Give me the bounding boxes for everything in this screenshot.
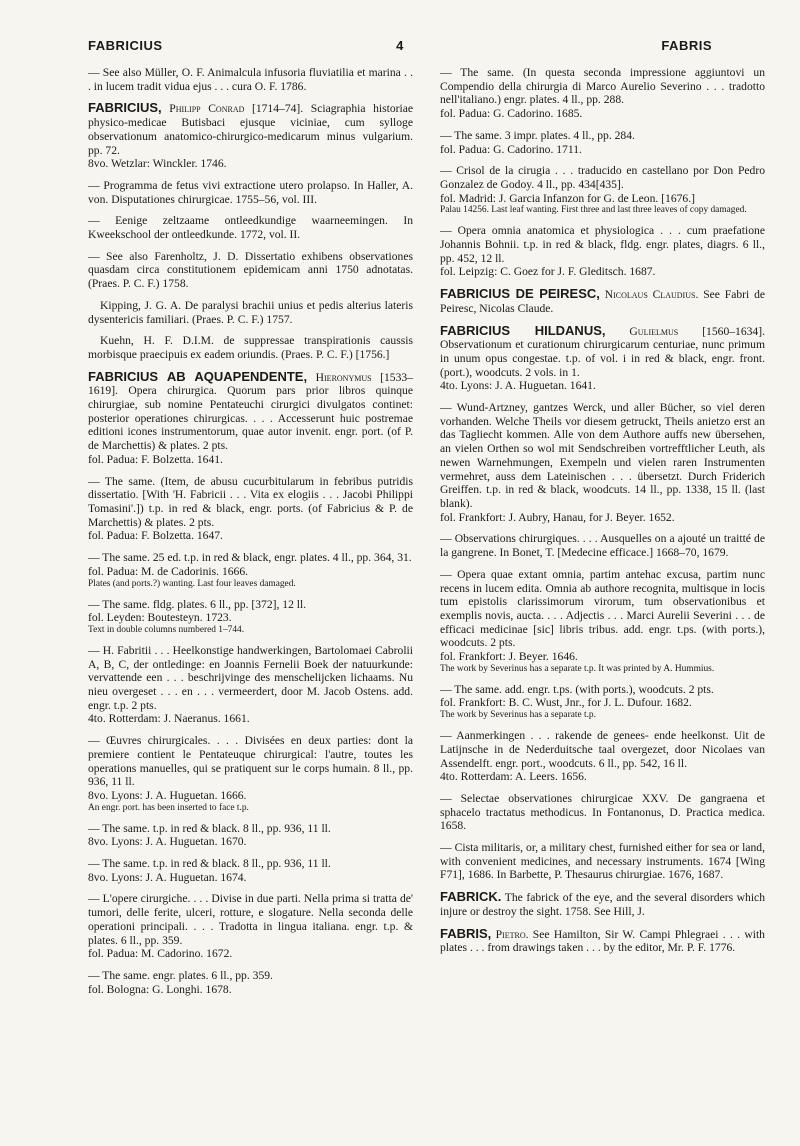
entry-imprint: fol. Leyden: Boutesteyn. 1723. — [88, 611, 232, 625]
entry-imprint: fol. Bologna: G. Longhi. 1678. — [88, 982, 232, 996]
entry-text — [88, 179, 413, 206]
entry-body: — The same. (In questa seconda impressione aggiuntovi un Compendio della chirurgia di Marco Aurelio Severino . . . tradotto nell'italiano.) engr. plates. 4 ll., pp. 288. — [440, 66, 765, 107]
entry-heading-name: Hieronymus — [315, 370, 372, 384]
catalogue-entry — [88, 892, 413, 961]
entry-imprint: fol. Frankfort: J. Aubry, Hanau, for J. Beyer. 1652. — [440, 510, 675, 524]
entry-text — [440, 164, 765, 191]
entry-heading: FABRICIUS AB AQUAPENDENTE, — [88, 368, 308, 384]
catalogue-entry — [440, 683, 765, 721]
entry-body: Kuehn, H. F. D.I.M. de suppressae transpirationis caussis morbisque praecipuis ex eadem oriundis. (Praes. P. C. F.) [1756.] — [88, 334, 413, 361]
entry-text — [440, 683, 765, 697]
entry-body: [1560–1634]. Observationum et curationum chirurgicarum centuriae, nunc primum in unum opus congestae. t.p. of vol. i in red & black, engr. front. (port.), woodcuts. 2 vols. in 1. — [440, 324, 765, 379]
entry-text — [88, 66, 413, 93]
running-head-right: FABRIS — [661, 38, 712, 53]
entry-text — [88, 857, 413, 871]
entry-note: Text in double columns numbered 1–744. — [88, 624, 245, 635]
entry-body: — Observations chirurgiques. . . . Ausquelles on a ajouté un traitté de la gangrene. In Bonet, T. [Medecine efficace.] 1668–70, 1679. — [440, 532, 765, 560]
entry-text — [88, 822, 413, 836]
running-head-left: FABRICIUS — [88, 38, 163, 53]
entry-body: — Wund-Artzney, gantzes Werck, und aller Bücher, so viel deren vorhanden. Welche Theils vor diesem getruckt, Theils anietzo erst an das Tagliecht kommen. Alle von dem Authore auffs new übersehen, an vielen Orthen so wol mit Sendschreiben vortrefftlicher Leuth, als newen Warnehmungen, Exempeln und vielen raren Instrumenten vermehret, auss dem Lateinischen . . . übersetzt. Durch Friderich Greiffen. t.p. in red & black, woodcuts. 14 ll., pp. 1338, 15 ll. (last blank). — [440, 401, 765, 510]
entry-body: — Selectae observationes chirurgicae XXV. De gangraena et sphacelo tractatus methodicus. In Fontanonus, D. Practica medica. 1658. — [440, 791, 765, 833]
catalogue-entry — [440, 890, 765, 918]
entry-text — [440, 792, 765, 833]
catalogue-entry — [88, 101, 413, 171]
entry-body: See Hamilton, Sir W. Campi Phlegraei . . . with plates . . . from drawings taken . . . by the editor, Mr. P. F. 1776. — [440, 927, 765, 955]
catalogue-entry — [88, 179, 413, 206]
entry-imprint: fol. Leipzig: C. Goez for J. F. Gleditsch. 1687. — [440, 265, 656, 279]
entry-imprint: fol. Padua: M. Cadorino. 1672. — [88, 947, 233, 961]
catalogue-entry — [440, 401, 765, 524]
entry-body: — The same. 25 ed. t.p. in red & black, engr. plates. 4 ll., pp. 364, 31. — [88, 551, 412, 565]
entry-body: — The same. engr. plates. 6 ll., pp. 359. — [88, 968, 273, 982]
entry-imprint: 8vo. Lyons: J. A. Huguetan. 1666. — [88, 788, 247, 802]
catalogue-entry — [88, 370, 413, 467]
entry-body: — Aanmerkingen . . . rakende de genees- ende heelkonst. Uit de Latijnsche in de Nederduitsche taal overgezet, door Nicolaes van Assendelft. engr. port., woodcuts. 6 ll., pp. 542, 16 ll. — [440, 729, 765, 770]
entry-text — [440, 129, 765, 143]
entry-imprint: fol. Padua: F. Bolzetta. 1641. — [88, 452, 223, 466]
entry-note: The work by Severinus has a separate t.p. — [440, 710, 596, 721]
entry-imprint: 8vo. Wetzlar: Winckler. 1746. — [88, 157, 227, 171]
entry-heading: FABRICK. — [440, 889, 502, 905]
entry-heading-name: Nicolaus Claudius. — [604, 288, 699, 302]
entry-heading: FABRICIUS DE PEIRESC, — [440, 286, 600, 302]
page-number: 4 — [396, 38, 404, 53]
entry-heading-name: Gulielmus — [629, 324, 679, 338]
catalogue-entry — [88, 334, 413, 361]
entry-heading-name: Philipp Conrad — [169, 102, 245, 116]
entry-body: [1714–74]. Sciagraphia historiae physico-medicae Butisbaci ejusque viciniae, cum sylloge observationum anatomico-chirurgico-medicarum minus vulgarium. pp. 72. — [88, 102, 413, 157]
catalogue-entry — [440, 287, 765, 315]
entry-imprint: fol. Frankfort: B. C. Wust, Jnr., for J. L. Dufour. 1682. — [440, 696, 692, 710]
catalogue-entry — [88, 250, 413, 291]
entry-body: — The same. add. engr. t.ps. (with ports.), woodcuts. 2 pts. — [440, 682, 714, 696]
entry-text — [88, 214, 413, 241]
entry-text — [440, 324, 765, 380]
entry-text — [88, 644, 413, 713]
entry-imprint: fol. Padua: F. Bolzetta. 1647. — [88, 529, 223, 543]
catalogue-entry — [440, 792, 765, 833]
entry-text — [88, 734, 413, 789]
entry-body: — The same. t.p. in red & black. 8 ll., pp. 936, 11 ll. — [88, 821, 331, 835]
entry-text — [440, 890, 765, 918]
entry-text — [88, 969, 413, 983]
catalogue-entry — [88, 822, 413, 849]
left-column — [88, 66, 413, 1004]
entry-text — [440, 66, 765, 107]
entry-body: — H. Fabritii . . . Heelkonstige handwerkingen, Bartolomaei Cabrolii A, B, C, der ontledinge: en Joannis Fernelii Boek der natuurkunde: vervattende een . . . beschrijvinge des menschelijcken lichaams. Nu nieu overgeset . . . en . . . vermeerdert, door M. Jacob Ostens. add. engr. t.p. 2 pts. — [88, 643, 413, 712]
catalogue-entry — [440, 224, 765, 279]
entry-imprint: fol. Padua: G. Cadorino. 1711. — [440, 142, 582, 156]
entry-imprint: fol. Madrid: J. Garcia Infanzon for G. de Leon. [1676.] — [440, 191, 695, 205]
entry-text — [440, 287, 765, 315]
catalogue-entry — [440, 841, 765, 882]
entry-imprint: 8vo. Lyons: J. A. Huguetan. 1674. — [88, 870, 247, 884]
catalogue-entry — [88, 551, 413, 589]
entry-body: — Opera quae extant omnia, partim antehac excusa, partim nunc recens in lucem edita. Omnia ab authore recognita, multisque in locis tum epistolis clarissimorum virorum, tum observationibus et exemplis novis, aucta. . . . Adjectis . . . Marci Aurelii Severini . . . de efficaci medicinae [sic] libris tribus. add. engr. t.ps. (with ports.), woodcuts. 2 pts. — [440, 567, 765, 650]
entry-body: — Eenige zeltzaame ontleedkundige waarneemingen. In Kweekschool der ontleedkunde. 1772, vol. II. — [88, 214, 413, 242]
entry-body: — L'opere cirurgiche. . . . Divise in due parti. Nella prima si tratta de' tumori, delle ferite, ulceri, rotture, e slogature. Nella seconda delle operationi principali. . . . Tradotta in lingua italiana. engr. t.p. & plates. 6 ll., pp. 359. — [88, 892, 413, 947]
entry-imprint: fol. Frankfort: J. Beyer. 1646. — [440, 650, 578, 664]
entry-text — [88, 892, 413, 947]
entry-text — [88, 551, 413, 565]
entry-note: An engr. port. has been inserted to face t.p. — [88, 802, 249, 813]
entry-body: — Œuvres chirurgicales. . . . Divisées en deux parties: dont la premiere contient le Pentateuque chirurgical: l'autre, toutes les operations manuelles, qui se pratiquent sur le corps humain. 8 ll., pp. 936, 11 ll. — [88, 734, 413, 789]
catalogue-entry — [440, 568, 765, 675]
entry-text — [440, 568, 765, 650]
entry-body: — The same. 3 impr. plates. 4 ll., pp. 284. — [440, 128, 635, 142]
catalogue-entry — [88, 299, 413, 326]
entry-body: The fabrick of the eye, and the several disorders which injure or destroy the sight. 1758. See Hill, J. — [440, 891, 765, 918]
entry-body: Kipping, J. G. A. De paralysi brachii unius et pedis alterius lateris dysentericis familiari. (Praes. P. C. F.) 1757. — [88, 298, 413, 326]
entry-body: — Programma de fetus vivi extractione utero prolapso. In Haller, A. von. Disputationes chirurgicae. 1755–56, vol. III. — [88, 178, 413, 206]
entry-note: The work by Severinus has a separate t.p. It was printed by A. Hummius. — [440, 663, 715, 674]
catalogue-entry — [88, 857, 413, 884]
entry-heading: FABRICIUS, — [88, 100, 162, 116]
entry-text — [88, 334, 413, 361]
catalogue-entry — [88, 734, 413, 814]
entry-body: — The same. (Item, de abusu cucurbitularum in febribus putridis dissertatio. [With 'H. Fabricii . . . Vita ex elogiis . . . Jacobi Philippi Tomasini'.]) t.p. in red & black, engr. ports. (of Fabricius & P. de Marchettis) & plates. 2 pts. — [88, 474, 413, 529]
entry-body: — See also Müller, O. F. Animalcula infusoria fluviatilia et marina . . . in lucem tradit vidua ejus . . . cura O. F. 1786. — [88, 66, 413, 93]
right-column — [440, 66, 765, 963]
catalogue-entry — [88, 598, 413, 636]
entry-body: — The same. fldg. plates. 6 ll., pp. [372], 12 ll. — [88, 597, 307, 611]
entry-text — [440, 224, 765, 265]
entry-text — [440, 841, 765, 882]
catalogue-entry — [440, 324, 765, 394]
running-head — [88, 38, 712, 56]
entry-text — [440, 401, 765, 511]
entry-imprint: fol. Padua: M. de Cadorinis. 1666. — [88, 564, 249, 578]
entry-imprint: 4to. Lyons: J. A. Huguetan. 1641. — [440, 379, 596, 393]
entry-text — [88, 250, 413, 291]
entry-text — [440, 532, 765, 559]
entry-text — [440, 729, 765, 770]
entry-body: — See also Farenholtz, J. D. Dissertatio exhibens observationes quasdam circa constitutionem epidemicam anni 1750 adnotatas. (Praes. P. C. F.) 1758. — [88, 249, 413, 291]
catalogue-entry — [88, 475, 413, 544]
catalogue-entry — [88, 66, 413, 93]
entry-imprint: 8vo. Lyons: J. A. Huguetan. 1670. — [88, 835, 247, 849]
entry-imprint: 4to. Rotterdam: J. Naeranus. 1661. — [88, 712, 250, 726]
entry-text — [88, 598, 413, 612]
entry-body: See Fabri de Peiresc, Nicolas Claude. — [440, 288, 766, 315]
catalogue-entry — [88, 214, 413, 241]
catalogue-entry — [440, 729, 765, 784]
entry-text — [88, 370, 413, 453]
entry-body: [1533–1619]. Opera chirurgica. Quorum pars prior libros quinque chirurgiae, sub nomine Pentateuchi cirurgici divulgatos continet: posterior operationes chirurgicas. . . . Accesserunt huic postremae editioni icones instrumentorum, quae autor invenit. engr. port. (of P. de Marchettis) & plates. 2 pts. — [88, 370, 413, 453]
entry-body: — Opera omnia anatomica et physiologica . . . cum praefatione Johannis Bohnii. t.p. in red & black, fldg. engr. plates, diagrs. 6 ll., pp. 452, 12 ll. — [440, 224, 765, 265]
catalogue-entry — [440, 927, 765, 955]
entry-body: — The same. t.p. in red & black. 8 ll., pp. 936, 11 ll. — [88, 857, 331, 871]
entry-text — [88, 299, 413, 326]
catalogue-entry — [440, 66, 765, 121]
entry-text — [88, 475, 413, 530]
entry-heading-name: Pietro. — [495, 927, 529, 941]
entry-note: Plates (and ports.?) wanting. Last four leaves damaged. — [88, 578, 296, 589]
catalogue-entry — [440, 129, 765, 156]
entry-heading: FABRIS, — [440, 925, 492, 941]
catalogue-entry — [88, 969, 413, 996]
entry-note: Palau 14256. Last leaf wanting. First three and last three leaves of copy damaged. — [440, 205, 747, 216]
entry-body: — Crisol de la cirugia . . . traducido en castellano por Don Pedro Gonzalez de Godoy. 4 ll., pp. 434[435]. — [440, 164, 765, 191]
entry-text — [88, 101, 413, 157]
entry-imprint: 4to. Rotterdam: A. Leers. 1656. — [440, 770, 587, 784]
catalogue-entry — [88, 644, 413, 726]
entry-heading: FABRICIUS HILDANUS, — [440, 322, 606, 338]
entry-imprint: fol. Padua: G. Cadorino. 1685. — [440, 107, 583, 121]
entry-text — [440, 927, 765, 955]
catalogue-entry — [440, 532, 765, 559]
entry-body: — Cista militaris, or, a military chest, furnished either for sea or land, with convenient medicines, and necessary instruments. 1674 [Wing F71], 1686. In Barbette, P. Thesaurus chirurgiae. 1676, 1687. — [440, 841, 765, 882]
catalogue-entry — [440, 164, 765, 216]
